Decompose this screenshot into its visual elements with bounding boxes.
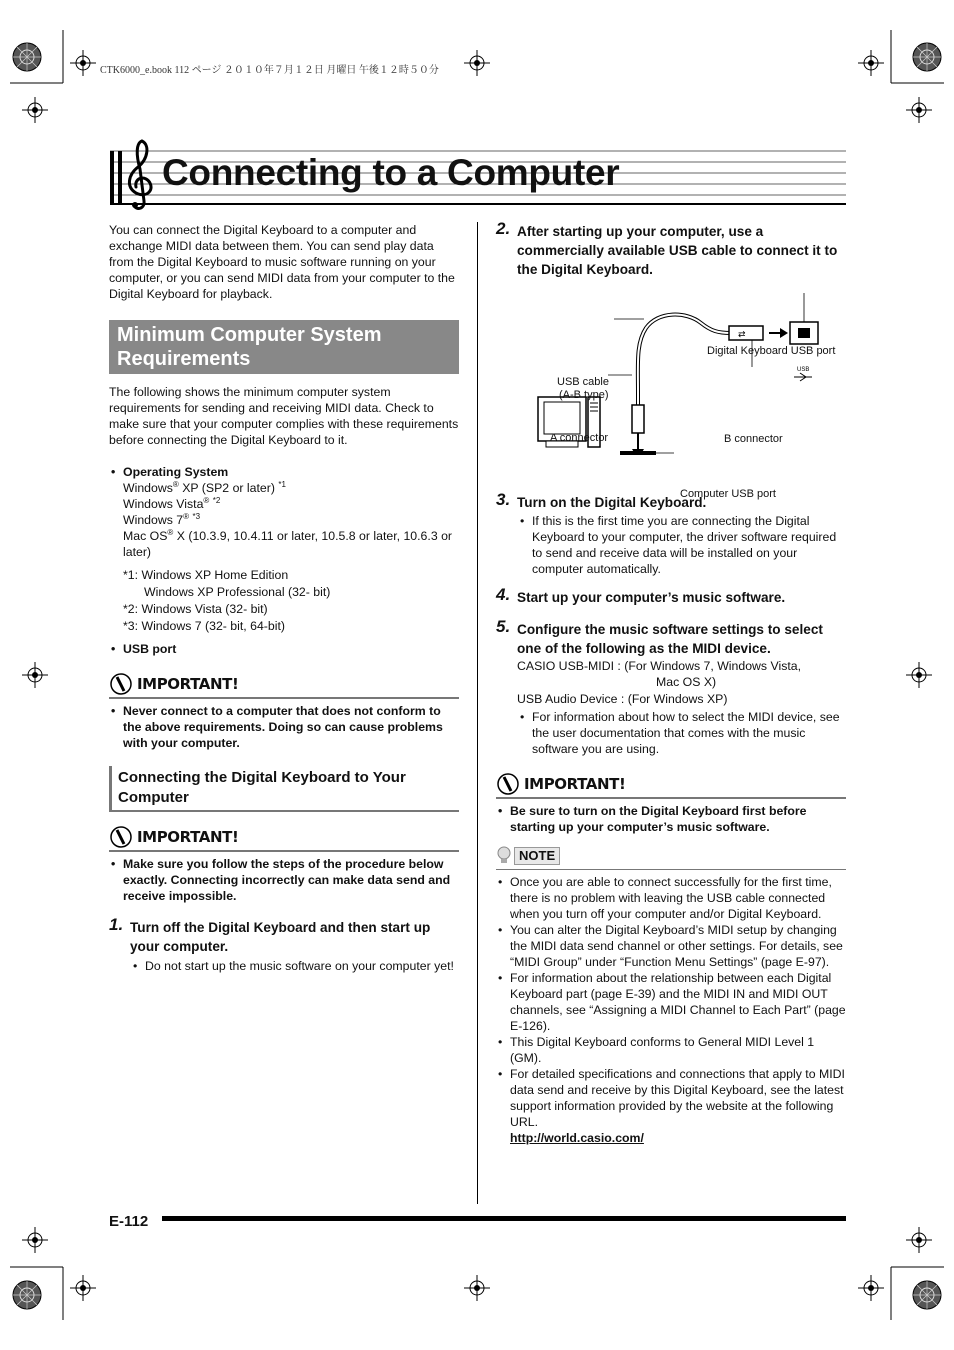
step-number: 4. [496, 585, 511, 604]
section-text: The following shows the minimum computer system requirements for sending and receiving MIDI data. Check to make sure that your computer complies with these requirements before connecting the Digital Keyboard to it. [109, 385, 459, 447]
important-heading-2 [109, 824, 459, 852]
step-3 [496, 490, 846, 512]
os-item: Windows Vista® $^{*2}$ [123, 495, 221, 511]
column-divider [477, 222, 478, 1204]
footer-rule [162, 1216, 846, 1221]
label-usb-cable-type: (A-B type) [559, 389, 609, 401]
label-a-connector: A connector [550, 432, 609, 444]
connection-diagram [496, 283, 846, 500]
footnote: *1: Windows XP Home Edition [123, 568, 289, 582]
step-text: Turn on the Digital Keyboard. [517, 495, 707, 510]
right-column [496, 219, 846, 1146]
usb-port-label: • USB port [109, 641, 459, 657]
step-1 [109, 915, 459, 956]
label-keyboard-usb-port: Digital Keyboard USB port [707, 345, 836, 357]
step-text: After starting up your computer, use a commercially available USB cable to connect it to the Digital Keyboard. [517, 224, 838, 277]
os-label: • Operating System [109, 464, 459, 480]
section-heading: Minimum Computer System Requirements [109, 320, 459, 374]
os-item: Windows 7® $^{*3}$ [123, 511, 201, 527]
usb-logo-text: USB [797, 367, 810, 373]
step-3-bullet: • If this is the first time you are connecting the Digital Keyboard to your computer, the driver software required to send and receive data will be installed on your computer automatically. [518, 513, 846, 577]
step-text: Turn off the Digital Keyboard and then start up your computer. [130, 920, 431, 954]
note-heading [496, 843, 846, 870]
step-text: Configure the music software settings to select one of the following as the MIDI device. [517, 622, 823, 656]
step-5-option-1b: Mac OS X) [656, 675, 717, 689]
note-item: • Once you are able to connect successfully for the first time, there is no problem with leaving the USB cable connected when you turn off your computer and/or Digital Keyboard. [496, 874, 846, 922]
step-1-bullet: • Do not start up the music software on your computer yet! [131, 958, 459, 974]
step-2 [496, 219, 846, 279]
os-item: Windows® XP (SP2 or later) $^{*1}$ [123, 479, 286, 495]
note-item: • For information about the relationship between each Digital Keyboard part (page E-39) and the MIDI IN and MIDI OUT channels, see “Assigning a MIDI Channel to Each Part” (page E-126). [496, 970, 846, 1034]
os-list [109, 480, 459, 560]
step-number: 5. [496, 617, 511, 636]
footnote: *2: Windows Vista (32- bit) [123, 602, 268, 616]
label-b-connector: B connector [724, 433, 783, 445]
step-5-option-2: USB Audio Device : (For Windows XP) [517, 692, 728, 706]
note-item: • You can alter the Digital Keyboard’s MIDI setup by changing the MIDI data send channel or other settings. For details, see “MIDI Group” under “Function Menu Settings” (page E-97). [496, 922, 846, 970]
label-computer-usb-port: Computer USB port [680, 488, 776, 500]
page-number: E-112 [109, 1213, 149, 1230]
step-text: Start up your computer’s music software. [517, 590, 786, 605]
step-5-option-1: CASIO USB-MIDI : (For Windows 7, Windows Vista, [517, 659, 802, 673]
os-item: Mac OS® X (10.3.9, 10.4.11 or later, 10.5.8 or later, 10.6.3 or later) [123, 527, 453, 559]
label-usb-cable: USB cable [557, 376, 609, 388]
note-label: NOTE [514, 847, 560, 865]
step-5-bullet: • For information about how to select the MIDI device, see the user documentation that comes with the music software you are using. [518, 709, 846, 757]
subsection-heading: Connecting the Digital Keyboard to Your Computer [109, 766, 459, 812]
support-url-link[interactable]: http://world.casio.com/ [510, 1131, 644, 1145]
important-icon [109, 825, 133, 849]
treble-clef-icon [122, 135, 158, 215]
note-item: • For detailed specifications and connections that apply to MIDI data send and receive by this Digital Keyboard, see the latest support information provided by the website at the following URL. [496, 1066, 846, 1130]
page-title: Connecting to a Computer [162, 152, 620, 193]
important-text-1: • Never connect to a computer that does not conform to the above requirements. Doing so can cause problems with your computer. [109, 703, 459, 751]
step-number: 2. [496, 219, 511, 238]
connection-diagram-art [496, 283, 846, 455]
intro-text: You can connect the Digital Keyboard to a computer and exchange MIDI data between them. You can send play data from the Digital Keyboard to music software running on your computer, or you can send MIDI data from your computer to the Digital Keyboard for playback. [109, 223, 455, 301]
left-column [109, 222, 459, 974]
important-label: IMPORTANT! [524, 775, 626, 793]
important-heading-3 [496, 771, 846, 799]
step-5 [496, 617, 846, 658]
step-number: 1. [109, 915, 124, 934]
notes-list [496, 874, 846, 1130]
important-label: IMPORTANT! [137, 828, 239, 846]
important-heading [109, 671, 459, 699]
footnotes [109, 567, 459, 634]
important-icon [109, 672, 133, 696]
footnote: *3: Windows 7 (32- bit, 64-bit) [123, 619, 285, 633]
footnote: Windows XP Professional (32- bit) [144, 585, 331, 599]
print-header: CTK6000_e.book 112 ページ ２０１０年７月１２日 月曜日 午後１２時５０分 [100, 65, 439, 76]
important-text-2: • Make sure you follow the steps of the procedure below exactly. Connecting incorrectly can make data send and receive impossible. [109, 856, 459, 904]
step-4 [496, 585, 846, 607]
important-label: IMPORTANT! [137, 675, 239, 693]
step-number: 3. [496, 490, 511, 509]
note-icon [496, 844, 512, 868]
svg-text:⇄: ⇄ [738, 330, 746, 340]
important-icon [496, 772, 520, 796]
important-text-3: • Be sure to turn on the Digital Keyboard first before starting up your computer’s music software. [496, 803, 846, 835]
note-item: • This Digital Keyboard conforms to General MIDI Level 1 (GM). [496, 1034, 846, 1066]
